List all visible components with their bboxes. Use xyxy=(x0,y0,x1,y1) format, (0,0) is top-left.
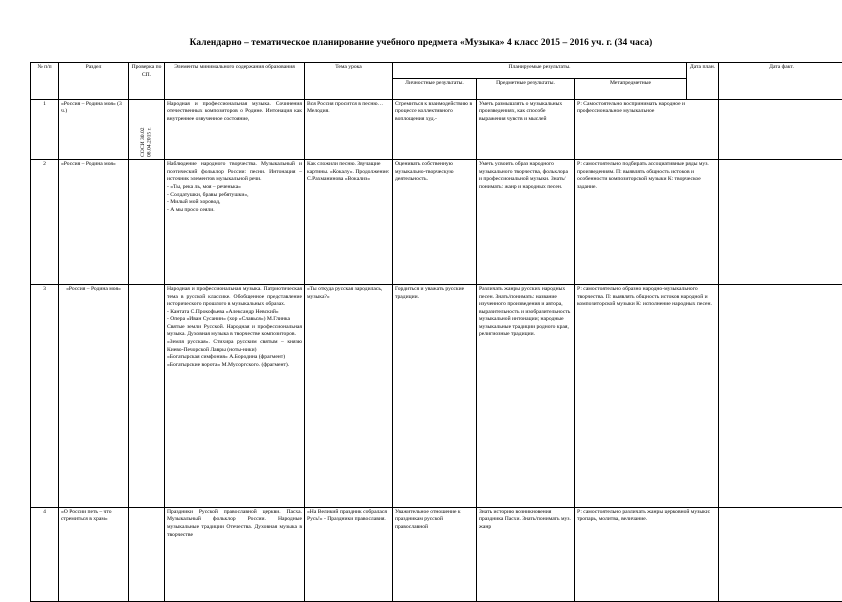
row-date-fact xyxy=(719,507,842,601)
plan-table xyxy=(30,62,842,602)
element-line: - Кантата С.Прокофьева «Александр Невский» xyxy=(167,309,302,317)
header-meta: Метапредметные xyxy=(575,79,687,99)
row-meta: Р: самостоятельно различать жанры церковной музыки: тропарь, молитва, величание. xyxy=(575,507,719,601)
row-personal: Оценивать собственную музыкально-творческую деятельность. xyxy=(393,160,477,285)
row-date-fact xyxy=(719,99,842,159)
row-elements xyxy=(165,160,305,285)
row-personal: Стремиться к взаимодействию в процессе коллективного воплощения худ.- xyxy=(393,99,477,159)
row-topic: «Ты откуда русская зародилась, музыка?» xyxy=(305,284,393,507)
element-line: «Земля русская». Стихира русским святым – князю Киево-Печорской Лавры (ноты-ники) xyxy=(167,339,302,354)
row-topic: «На Великий праздник собралася Русь!» - Праздники православия. xyxy=(305,507,393,601)
element-line: - Опера «Иван Сусанин» (хор «Славься») М.Глинка xyxy=(167,316,302,324)
page-title: Календарно – тематическое планирование учебного предмета «Музыка» 4 класс 2015 – 2016 уч. г. (34 часа) xyxy=(0,38,842,48)
element-line: Наблюдение народного творчества. Музыкальный и поэтический фольклор России: песни. Интонация – источник элементов музыкальной речи. xyxy=(167,161,302,184)
header-planned: Планируемые результаты. xyxy=(393,63,687,79)
header-personal: Личностные результаты. xyxy=(393,79,477,99)
header-section: Раздел xyxy=(59,63,129,100)
header-date-fact: Дата факт. xyxy=(719,63,842,100)
row-exam xyxy=(129,99,165,159)
row-personal: Гордиться и уважать русские традиции. xyxy=(393,284,477,507)
row-topic: Как сложили песню. Звучащие картины. «Кокалу». Продолжение: С.Рахманинова «Вокализ» xyxy=(305,160,393,285)
row-exam xyxy=(129,507,165,601)
table-row xyxy=(31,160,842,285)
element-line: Народная и профессиональная музыка. Патриотическая тема в русской классике. Обобщенное представление исторического прошлого в музыкальных образах. xyxy=(167,286,302,309)
row-exam xyxy=(129,284,165,507)
element-line: «Богатырские ворота» М.Мусоргского. (фрагмент). xyxy=(167,362,302,370)
row-subject: Уметь размышлять о музыкальных произведениях, как способе выражения чувств и мыслей xyxy=(477,99,575,159)
row-exam-text: СОСИ 30.02 08.04.2015 г. xyxy=(140,101,153,157)
header-elements: Элементы минимального содержания образования xyxy=(165,63,305,100)
element-line: Праздники Русской православной церкви. Пасха. Музыкальный фольклор России. Народные музыкальные традиции Отечества. Духовная музыка в творчестве xyxy=(167,509,302,539)
element-line: - Солдатушки, бравы ребятушки», xyxy=(167,192,302,200)
row-elements xyxy=(165,284,305,507)
row-date-fact xyxy=(719,284,842,507)
row-date-fact xyxy=(719,160,842,285)
row-section: «Россия – Родина моя» xyxy=(59,284,129,507)
element-line: Святые земли Русской. Народная и профессиональная музыка. Духовная музыка в творчестве композиторов. xyxy=(167,324,302,339)
row-meta: Р: Самостоятельно воспринимать народное и профессиональное музыкальное xyxy=(575,99,719,159)
table-row xyxy=(31,507,842,601)
row-num: 1 xyxy=(31,99,59,159)
row-section: «Россия – Родина моя» (3 ч.) xyxy=(59,99,129,159)
row-num: 3 xyxy=(31,284,59,507)
header-subject: Предметные результаты. xyxy=(477,79,575,99)
header-date-plan: Дата план. xyxy=(687,63,719,100)
row-subject: Знать историю возникновения праздника Пасхи. Знать/понимать муз. жанр xyxy=(477,507,575,601)
row-personal: Уважительное отношение к праздникам русской православной xyxy=(393,507,477,601)
row-topic: Вся Россия просится в песню…Мелодия. xyxy=(305,99,393,159)
row-section: «Россия – Родина моя» xyxy=(59,160,129,285)
row-num: 2 xyxy=(31,160,59,285)
row-meta: Р: самостоятельно подбирать ассоциативные ряды муз. произведениям. П: выявлять общность истоков и особенности композиторской музыки К: творческое задание. xyxy=(575,160,719,285)
table-row xyxy=(31,99,842,159)
row-meta: Р: самостоятельно образно народно-музыкального творчества. П: выявлять общность истоков народной и композиторской музыки К: исполнение народных песен. xyxy=(575,284,719,507)
element-line: - А мы просо сеяли. xyxy=(167,207,302,215)
row-elements xyxy=(165,99,305,159)
element-line: «Богатырская симфония» А.Бородина (фрагмент) xyxy=(167,354,302,362)
header-topic: Тема урока xyxy=(305,63,393,100)
element-line: - «Ты, река ль, моя – реченька» xyxy=(167,184,302,192)
row-num: 4 xyxy=(31,507,59,601)
row-section: «О России петь – что стремиться в храм» xyxy=(59,507,129,601)
row-subject: Уметь усвоить образ народного музыкального творчества, фольклора и профессиональной музыки. Знать/понимать: жанр и народных песен. xyxy=(477,160,575,285)
header-num: № п/п xyxy=(31,63,59,100)
table-row xyxy=(31,284,842,507)
row-exam xyxy=(129,160,165,285)
header-exam: Проверка по СП. xyxy=(129,63,165,100)
row-elements xyxy=(165,507,305,601)
element-line: Народная и профессиональная музыка. Сочинения отечественных композиторов о Родине. Интонация как внутреннее озвученное состояние, xyxy=(167,101,302,124)
element-line: - Милый мой хоровод, xyxy=(167,199,302,207)
row-subject: Различать жанры русских народных песен. Знать/понимать: название изученного произведения и автора, выразительность и изобразительность музыкальной интонации; народные музыкальные традиции родного края, религиозные традиции. xyxy=(477,284,575,507)
